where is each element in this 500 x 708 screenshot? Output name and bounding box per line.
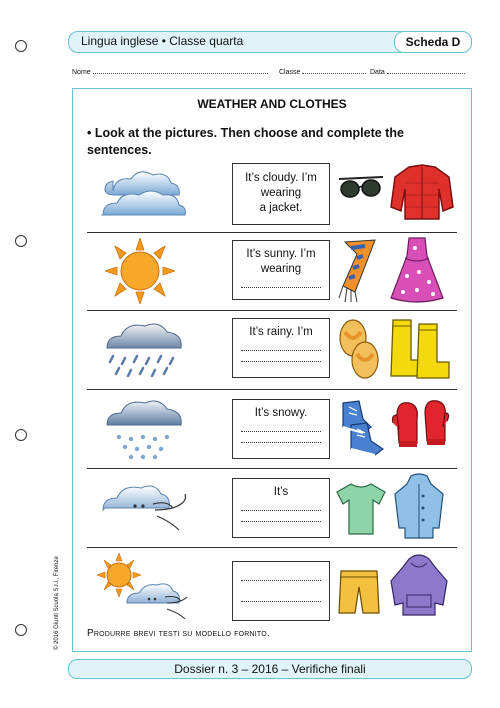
sentence-text: a jacket. <box>259 202 303 214</box>
footer-note: Produrre brevi testi su modello fornito. <box>87 628 270 639</box>
sentence-text: It’s snowy. <box>254 407 308 419</box>
punch-hole-3 <box>15 429 27 441</box>
answer-line[interactable] <box>241 423 321 432</box>
sentence-box-2[interactable] <box>232 240 330 300</box>
sentence-box-3[interactable] <box>232 318 330 378</box>
rain-cloud-icon <box>99 318 189 384</box>
answer-line[interactable] <box>241 342 321 351</box>
answer-line[interactable] <box>241 572 321 581</box>
snow-cloud-icon <box>99 395 189 461</box>
worksheet-frame <box>72 88 472 652</box>
sun-and-wind-icon <box>95 551 195 621</box>
sentence-box-1[interactable] <box>232 163 330 225</box>
row-rainy <box>87 312 459 388</box>
hoodie-icon <box>387 553 451 619</box>
punch-hole-4 <box>15 624 27 636</box>
punch-hole-1 <box>15 40 27 52</box>
name-field[interactable] <box>72 67 268 76</box>
answer-line[interactable] <box>241 279 321 288</box>
dress-icon <box>387 236 447 306</box>
sun-icon <box>105 238 175 304</box>
row-windy <box>87 470 459 546</box>
sentence-text: It’s rainy. I’m <box>249 326 313 338</box>
bottom-bar: Dossier n. 3 – 2016 – Verifiche finali <box>68 659 472 679</box>
sentence-text: It’s cloudy. I’m <box>245 172 317 184</box>
red-jacket-icon <box>387 161 457 225</box>
worksheet-title: WEATHER AND CLOTHES <box>197 97 347 111</box>
sentence-box-4[interactable] <box>232 399 330 459</box>
windy-cloud-icon <box>97 476 193 538</box>
wellington-boots-icon <box>387 316 453 382</box>
row-snowy <box>87 391 459 467</box>
t-shirt-icon <box>335 480 387 538</box>
sentence-box-6[interactable] <box>232 561 330 621</box>
row-sun-wind <box>87 549 459 625</box>
scarf-icon <box>335 236 383 304</box>
mittens-icon <box>391 397 451 457</box>
cloud-icon <box>93 165 193 225</box>
answer-line[interactable] <box>241 513 321 522</box>
answer-line[interactable] <box>241 434 321 443</box>
copyright-text: © 2016 Giunti Scuola S.r.l., Firenze <box>54 556 60 650</box>
sentence-box-5[interactable] <box>232 478 330 538</box>
header-title: Lingua inglese • Classe quarta <box>81 34 244 48</box>
sentence-text: wearing <box>260 263 302 275</box>
row-sunny <box>87 234 459 309</box>
sentence-text: It’s sunny. I’m <box>246 248 316 260</box>
header-band <box>68 31 472 53</box>
date-field[interactable] <box>370 67 465 76</box>
answer-line[interactable] <box>241 353 321 362</box>
punch-hole-2 <box>15 235 27 247</box>
row-divider <box>87 547 457 548</box>
instruction-text: • Look at the pictures. Then choose and complete the sentences. <box>87 126 404 157</box>
sentence-text: wearing <box>260 187 302 199</box>
sunglasses-icon <box>337 173 385 203</box>
row-divider <box>87 468 457 469</box>
answer-line[interactable] <box>241 502 321 511</box>
date-label: Data <box>370 69 385 76</box>
shorts-icon <box>337 569 381 617</box>
class-label: Classe <box>279 69 301 76</box>
row-cloudy <box>87 159 459 231</box>
row-divider <box>87 310 457 311</box>
class-field[interactable] <box>279 67 366 76</box>
name-label: Nome <box>72 69 91 76</box>
sentence-text: It’s <box>273 486 289 498</box>
sandals-icon <box>337 316 383 382</box>
row-divider <box>87 389 457 390</box>
row-divider <box>87 232 457 233</box>
sheet-tag: Scheda D <box>394 31 472 53</box>
trainers-icon <box>337 397 387 459</box>
answer-line[interactable] <box>241 593 321 602</box>
raincoat-icon <box>391 472 447 542</box>
